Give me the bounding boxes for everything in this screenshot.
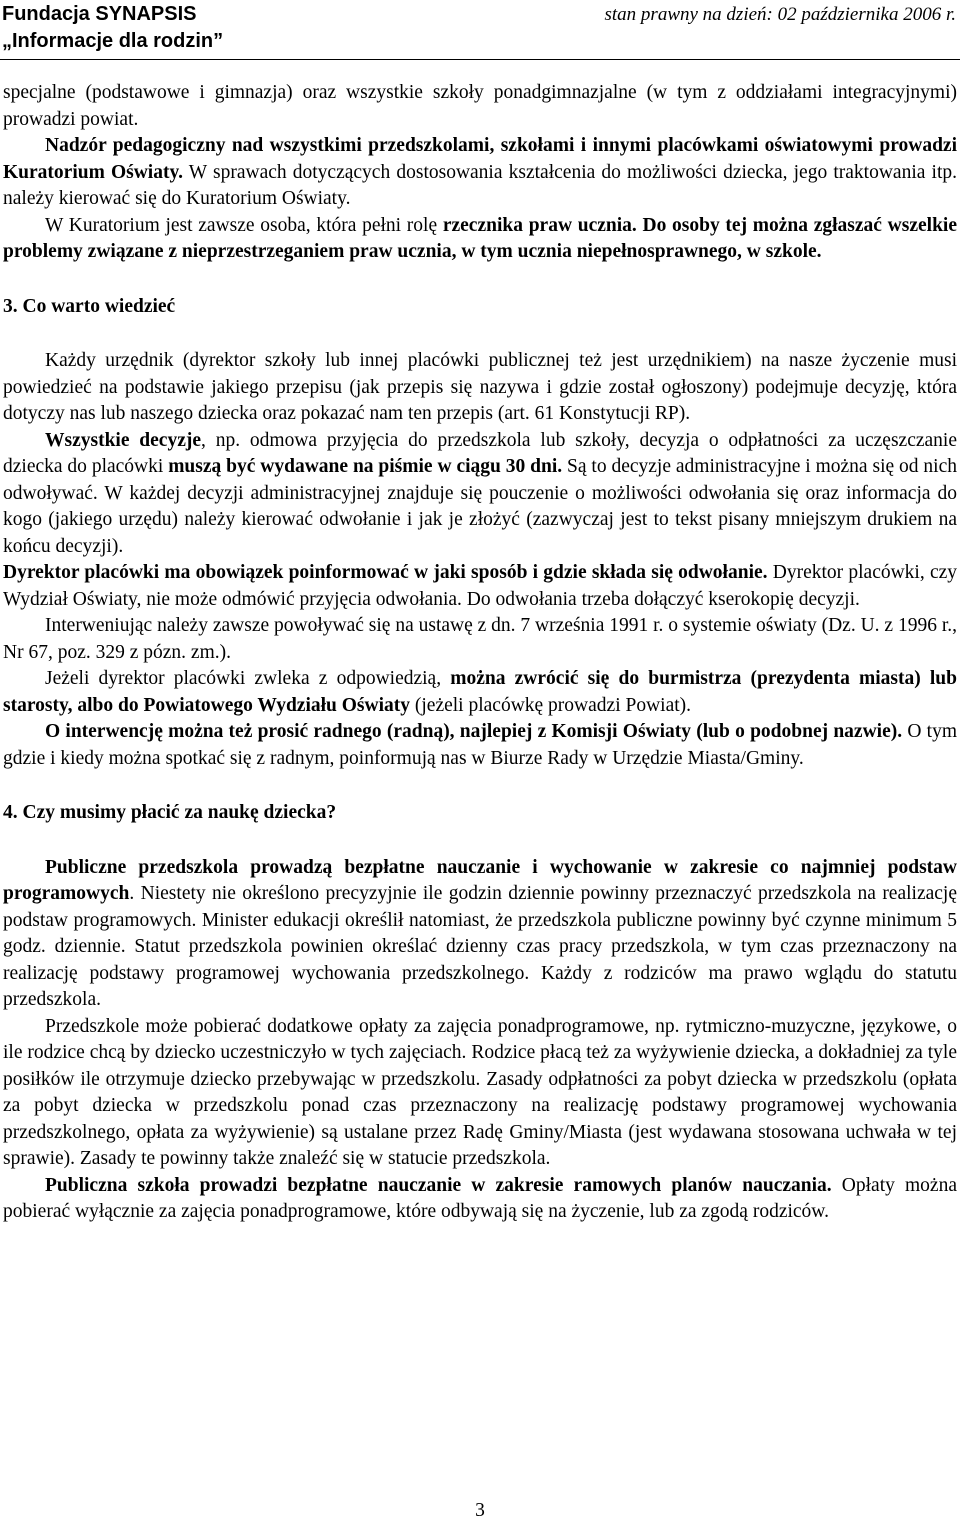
paragraph-text: (jeżeli placówkę prowadzi Powiat). [410,694,692,716]
paragraph [3,613,957,666]
section-heading: 3. Co warto wiedzieć [3,295,176,317]
paragraph [3,666,957,719]
paragraph-text: W Kuratorium jest zawsze osoba, która pełni rolę [45,214,443,236]
paragraph-text: Opłaty można pobierać wyłącznie za zajęcia ponadprogramowe, które odbywają się na życzenie, lub za zgodą rodziców. [3,1174,957,1222]
paragraph-text: W sprawach dotyczących dostosowania kształcenia do możliwości dziecka, jego traktowania itp. należy kierować się do Kuratorium Oświaty. [3,161,957,209]
document-body [3,80,957,1226]
paragraph-text: , np. odmowa przyjęcia do przedszkola lub szkoły, decyzja o odpłatności za uczęszczanie dziecka do placówki [3,429,957,477]
paragraph-bold: Do osoby tej można zgłaszać wszelkie problemy związane z nieprzestrzeganiem praw ucznia, w tym ucznia niepełnosprawnego, w szkole. [3,214,957,262]
paragraph-text: Każdy urzędnik (dyrektor szkoły lub innej placówki publicznej też jest urzędnikiem) na nasze życzenie musi powiedzieć na podstawie jakiego przepisu (jak przepis się nazywa i gdzie został ogłoszony) podejmuje decyzję, która dotyczy nas lub naszego dziecka oraz pokazać nam ten przepis (art. 61 Konstytucji RP). [3,350,957,424]
paragraph-text: Jeżeli dyrektor placówki zwleka z odpowiedzią, [45,668,451,689]
header-divider [0,59,960,60]
paragraph-text: specjalne (podstawowe i gimnazja) oraz wszystkie szkoły ponadgimnazjalne (w tym z oddziałami integracyjnymi) prowadzi powiat. [3,82,957,130]
paragraph [3,213,957,266]
paragraph-bold: Wszystkie decyzje [45,429,202,451]
paragraph-bold: rzecznika praw ucznia. [442,214,637,236]
paragraph-bold: można zwrócić się do burmistrza (prezydenta miasta) lub starosty, albo do Powiatowego Wydziału Oświaty [3,668,957,716]
paragraph-bold: muszą być wydawane na piśmie w ciągu 30 dni. [168,456,563,477]
paragraph [3,80,957,133]
header-organization: Fundacja SYNAPSIS [2,3,197,25]
header-date: stan prawny na dzień: 02 października 2006 r. [604,4,956,25]
paragraph [3,719,957,772]
paragraph-text: Przedszkole może pobierać dodatkowe opłaty za zajęcia ponadprogramowe, np. rytmiczno-muzyczne, językowe, o ile rodzice chcą by dziecko uczestniczyło w tych zajęciach. Rodzice płacą też za wyżywienie dziecka, a dokładniej za tyle posiłków ile otrzymuje dziecko przebywając w przedszkolu. Zasady odpłatności za pobyt dziecka w przedszkolu (opłata za pobyt dziecka w przedszkolu ponad czas przeznaczony na realizację podstawy programowej wychowania przedszkolnego, opłata za wyżywienie) są ustalane przez Radę Gminy/Miasta (jest wydawana stosowana uchwała w tej sprawie). Zasady te powinny także znaleźć się w statucie przedszkola. [3,1015,957,1169]
paragraph [3,133,957,213]
paragraph-bold: O interwencję można też prosić radnego (radną), najlepiej z Komisji Oświaty (lub o podobnej nazwie). [45,721,903,742]
paragraph-bold: Dyrektor placówki ma obowiązek poinformować w jaki sposób i gdzie składa się odwołanie. [3,562,768,583]
paragraph [3,1173,957,1226]
paragraph-text: Są to decyzje administracyjne i można się od nich odwoływać. W każdej decyzji administracyjnej znajduje się pouczenie o możliwości odwołania się oraz informacja do kogo (jakiego urzędu) należy kierować odwołanie i jak je złożyć (zazwyczaj jest to tekst pisany mniejszym drukiem na końcu decyzji). [3,456,957,557]
paragraph-text: . Niestety nie określono precyzyjnie ile godzin dziennie powinny przeznaczyć przedszkola na realizację podstaw programowych. Minister edukacji określił natomiast, że przedszkola publiczne powinny być czynne minimum 5 godz. dziennie. Statut przedszkola powinien określać dzienny czas pracy przedszkola, w tym czas przeznaczony na realizację podstawy programowej wychowania przedszkolnego. Każdy z rodziców ma prawo wglądu do statutu przedszkola. [3,883,957,1010]
paragraph-bold: Publiczne przedszkola prowadzą bezpłatne nauczanie i wychowanie w zakresie co najmniej podstaw programowych [3,856,957,904]
page-number: 3 [475,1500,485,1521]
paragraph-text: Interweniując należy zawsze powoływać się na ustawę z dn. 7 września 1991 r. o systemie oświaty (Dz. U. z 1996 r., Nr 67, poz. 329 z pózn. zm.). [3,615,957,663]
paragraph [3,855,957,1014]
paragraph-text: Dyrektor placówki, czy Wydział Oświaty, nie może odmówić przyjęcia odwołania. Do odwołania trzeba dołączyć kserokopię decyzji. [3,562,957,610]
paragraph-text: O tym gdzie i kiedy można spotkać się z radnym, poinformują nas w Biurze Rady w Urzędzie Miasta/Gminy. [3,721,957,769]
paragraph-bold: Publiczna szkoła prowadzi bezpłatne nauczanie w zakresie ramowych planów nauczania. [45,1174,832,1196]
paragraph [3,560,957,613]
header-subtitle: „Informacje dla rodzin” [2,30,224,52]
paragraph [3,1014,957,1173]
paragraph-bold: Nadzór pedagogiczny nad wszystkimi przedszkolami, szkołami i innymi placówkami oświatowymi prowadzi Kuratorium Oświaty. [3,135,957,183]
paragraph [3,428,957,561]
paragraph [3,348,957,428]
section-heading: 4. Czy musimy płacić za naukę dziecka? [3,802,337,823]
